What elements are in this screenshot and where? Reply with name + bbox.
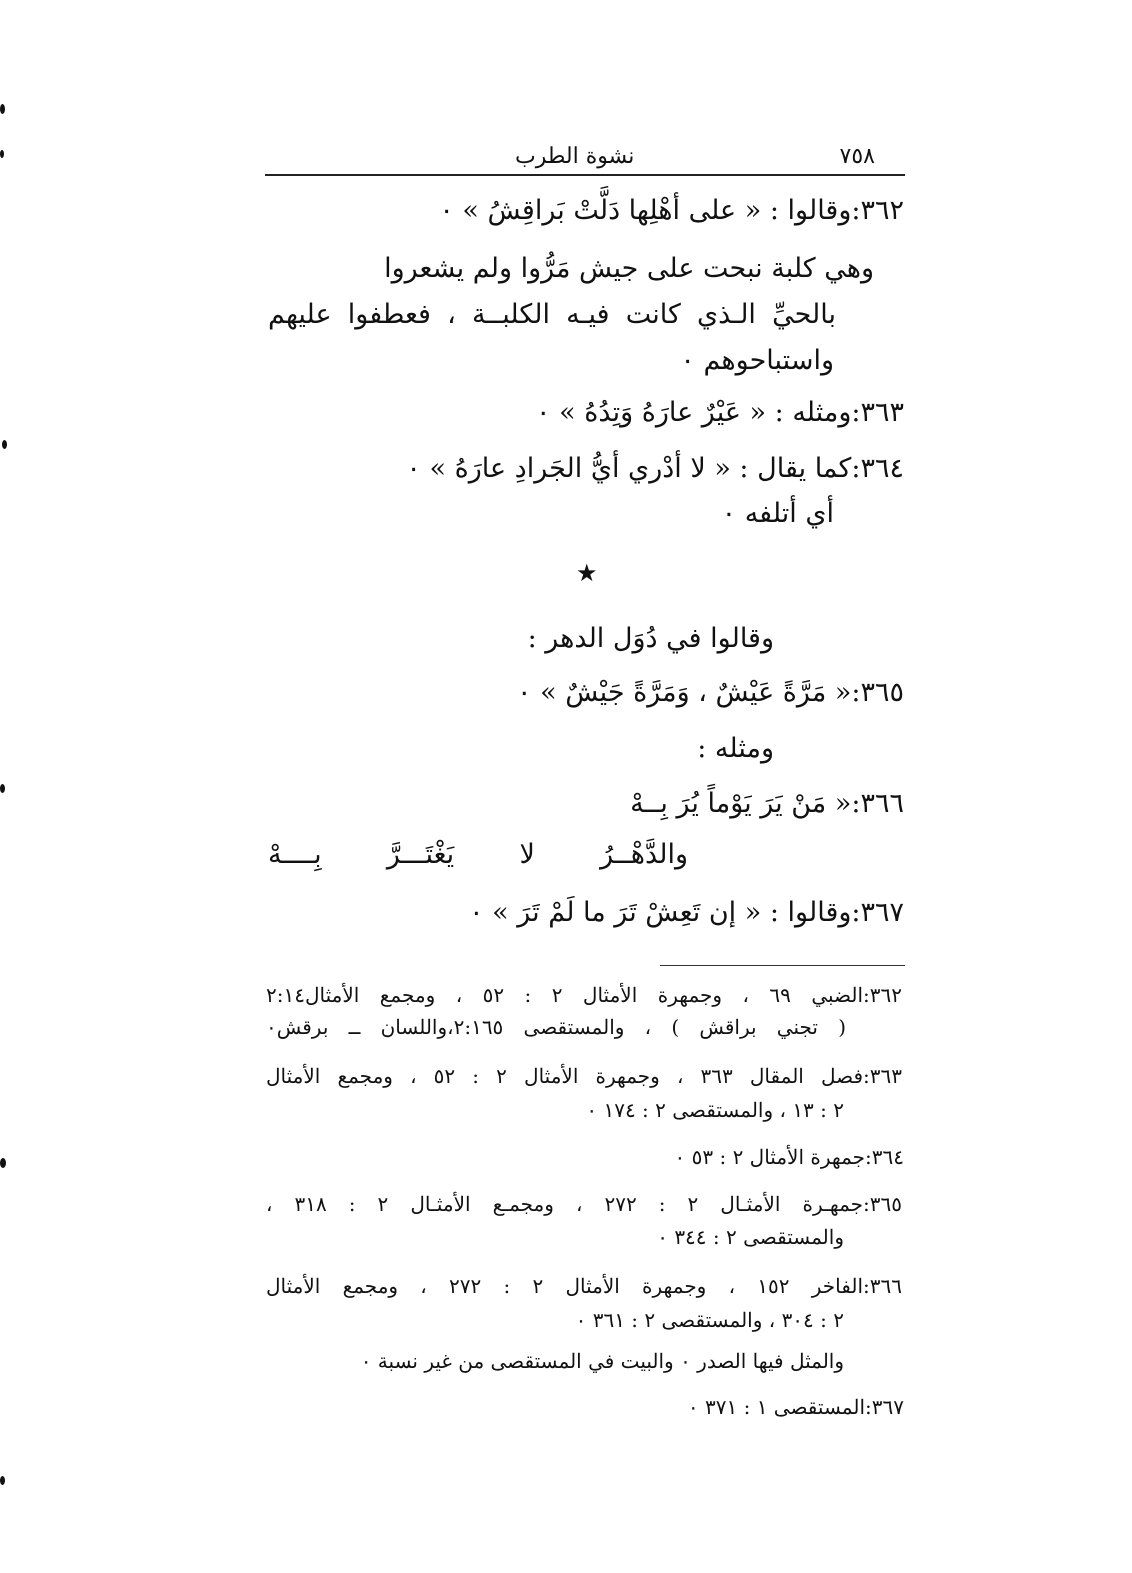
footnote-362-line-2: ( تجني براقش ) ، والمستقصى ٢:١٦٥،واللسان ــ برقش٠ — [266, 1015, 846, 1039]
proverb-363: ٣٦٣:ومثله : « عَيْرٌ عارَهُ وَتِدُهُ » ٠ — [536, 397, 904, 428]
proverb-362-gloss-line-3: واستباحوهم ٠ — [680, 345, 834, 376]
scan-speck — [0, 784, 5, 793]
section-intro: وقالوا في دُوَل الدهر : — [527, 623, 774, 654]
verse-366-line-2: والدَّهْــرُ لا يَغْتَـــرَّ بِــــهْ — [268, 839, 688, 870]
scan-speck — [0, 104, 5, 114]
footnote-365-line-1: ٣٦٥:جمهـرة الأمثـال ٢ : ٢٧٢ ، ومجمـع الأمثـال ٢ : ٣١٨ ، — [266, 1192, 903, 1216]
footnote-362-line-1: ٣٦٢:الضبي ٦٩ ، وجمهرة الأمثال ٢ : ٥٢ ، ومجمع الأمثال٢:١٤ — [266, 983, 902, 1007]
page-number: ٧٥٨ — [839, 144, 875, 169]
proverb-362-gloss-line-1: وهي كلبة نبحت على جيش مَرُّوا ولم يشعروا — [384, 253, 874, 284]
proverb-362-gloss-line-2: بالحيِّ الـذي كانت فيـه الكلبــة ، فعطفوا عليهم — [268, 299, 836, 330]
footnote-366-line-1: ٣٦٦:الفاخر ١٥٢ ، وجمهرة الأمثال ٢ : ٢٧٢ ، ومجمع الأمثال — [266, 1274, 902, 1298]
header-rule — [265, 174, 905, 176]
footnote-363-line-1: ٣٦٣:فصل المقال ٣٦٣ ، وجمهرة الأمثال ٢ : ٥٢ ، ومجمع الأمثال — [266, 1064, 902, 1088]
proverb-365: ٣٦٥:« مَرَّةً عَيْشٌ ، وَمَرَّةً جَيْشٌ » ٠ — [517, 677, 904, 708]
proverb-362: ٣٦٢:وقالوا : « على أهْلِها دَلَّتْ بَراقِشُ » ٠ — [439, 195, 904, 226]
scan-speck — [0, 150, 4, 158]
footnote-366-line-2: ٢ : ٣٠٤ ، والمستقصى ٢ : ٣٦١ ٠ — [575, 1308, 844, 1332]
running-title: نشوة الطرب — [515, 144, 635, 169]
proverb-367: ٣٦٧:وقالوا : « إن تَعِشْ تَرَ ما لَمْ تَرَ » ٠ — [469, 897, 904, 928]
scan-speck — [0, 1158, 6, 1168]
section-intro-2: ومثله : — [697, 733, 774, 764]
proverb-364-gloss: أي أتلفه ٠ — [721, 498, 834, 529]
proverb-364: ٣٦٤:كما يقال : « لا أدْري أيُّ الجَرادِ عارَهُ » ٠ — [406, 453, 904, 484]
footnote-365-line-2: والمستقصى ٢ : ٣٤٤ ٠ — [657, 1225, 844, 1249]
footnote-363-line-2: ٢ : ١٣ ، والمستقصى ٢ : ١٧٤ ٠ — [586, 1098, 844, 1122]
running-header — [265, 140, 905, 174]
scan-speck — [0, 1476, 5, 1485]
footnote-367: ٣٦٧:المستقصى ١ : ٣٧١ ٠ — [687, 1395, 904, 1419]
footnote-rule — [660, 965, 905, 966]
section-separator-star: ★ — [576, 559, 598, 587]
footnote-364: ٣٦٤:جمهرة الأمثال ٢ : ٥٣ ٠ — [674, 1145, 904, 1169]
footnote-366-line-3: والمثل فيها الصدر ٠ والبيت في المستقصى من غير نسبة ٠ — [360, 1349, 844, 1373]
scan-speck — [2, 440, 7, 449]
verse-366-line-1: ٣٦٦:« مَنْ يَرَ يَوْماً يُرَ بِــهْ — [630, 788, 904, 819]
